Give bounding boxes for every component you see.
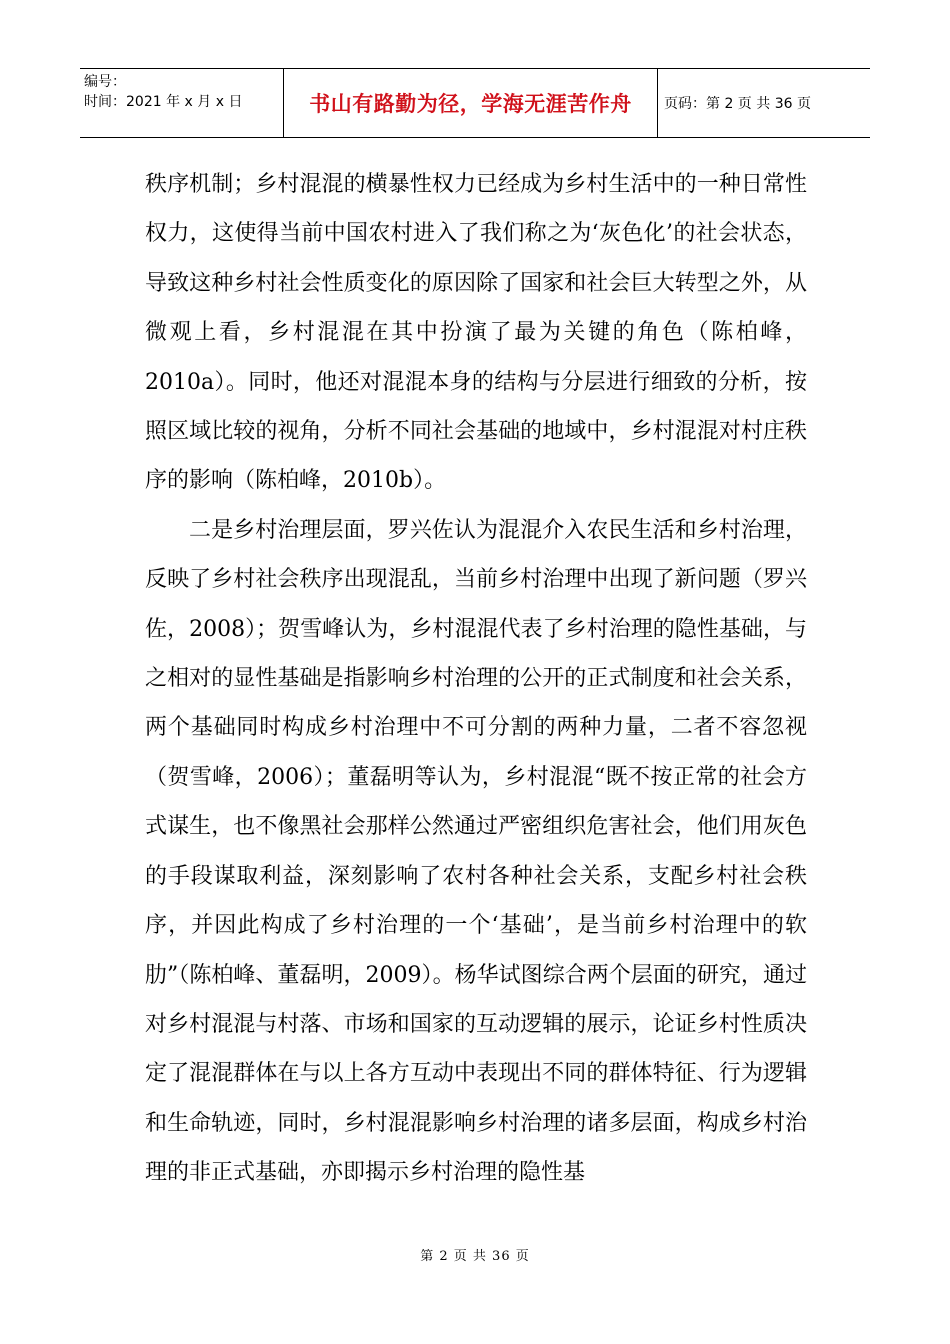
page-footer: 第 2 页 共 36 页 — [420, 1249, 530, 1264]
header-motto: 书山有路勤为径，学海无涯苦作舟 — [284, 69, 658, 137]
number-label: 编号： — [84, 74, 126, 90]
document-body — [145, 160, 807, 1198]
header-page-info: 页码：第 2 页 共 36 页 — [664, 96, 811, 112]
header-meta — [80, 69, 284, 137]
date-label: 时间：2021 年 x 月 x 日 — [84, 94, 243, 110]
page-header — [80, 68, 870, 138]
paragraph-1: 秩序机制；乡村混混的横暴性权力已经成为乡村生活中的一种日常性权力，这使得当前中国农村进入了我们称之为‘灰色化’的社会状态，导致这种乡村社会性质变化的原因除了国家和社会巨大转型之外，从微观上看，乡村混混在其中扮演了最为关键的角色（陈柏峰，2010a）。同时，他还对混混本身的结构与分层进行细致的分析，按照区域比较的视角，分析不同社会基础的地域中，乡村混混对村庄秩序的影响（陈柏峰，2010b）。 — [145, 172, 807, 494]
paragraph-2: 二是乡村治理层面，罗兴佐认为混混介入农民生活和乡村治理，反映了乡村社会秩序出现混乱，当前乡村治理中出现了新问题（罗兴佐，2008）；贺雪峰认为，乡村混混代表了乡村治理的隐性基础，与之相对的显性基础是指影响乡村治理的公开的正式制度和社会关系，两个基础同时构成乡村治理中不可分割的两种力量，二者不容忽视（贺雪峰，2006）；董磊明等认为，乡村混混“既不按正常的社会方式谋生，也不像黑社会那样公然通过严密组织危害社会，他们用灰色的手段谋取利益，深刻影响了农村各种社会关系，支配乡村社会秩序，并因此构成了乡村治理的一个‘基础’，是当前乡村治理中的软肋”（陈柏峰、董磊明，2009）。杨华试图综合两个层面的研究，通过对乡村混混与村落、市场和国家的互动逻辑的展示，论证乡村性质决定了混混群体在与以上各方互动中表现出不同的群体特征、行为逻辑和生命轨迹，同时，乡村混混影响乡村治理的诸多层面，构成乡村治理的非正式基础，亦即揭示乡村治理的隐性基 — [145, 517, 807, 1186]
